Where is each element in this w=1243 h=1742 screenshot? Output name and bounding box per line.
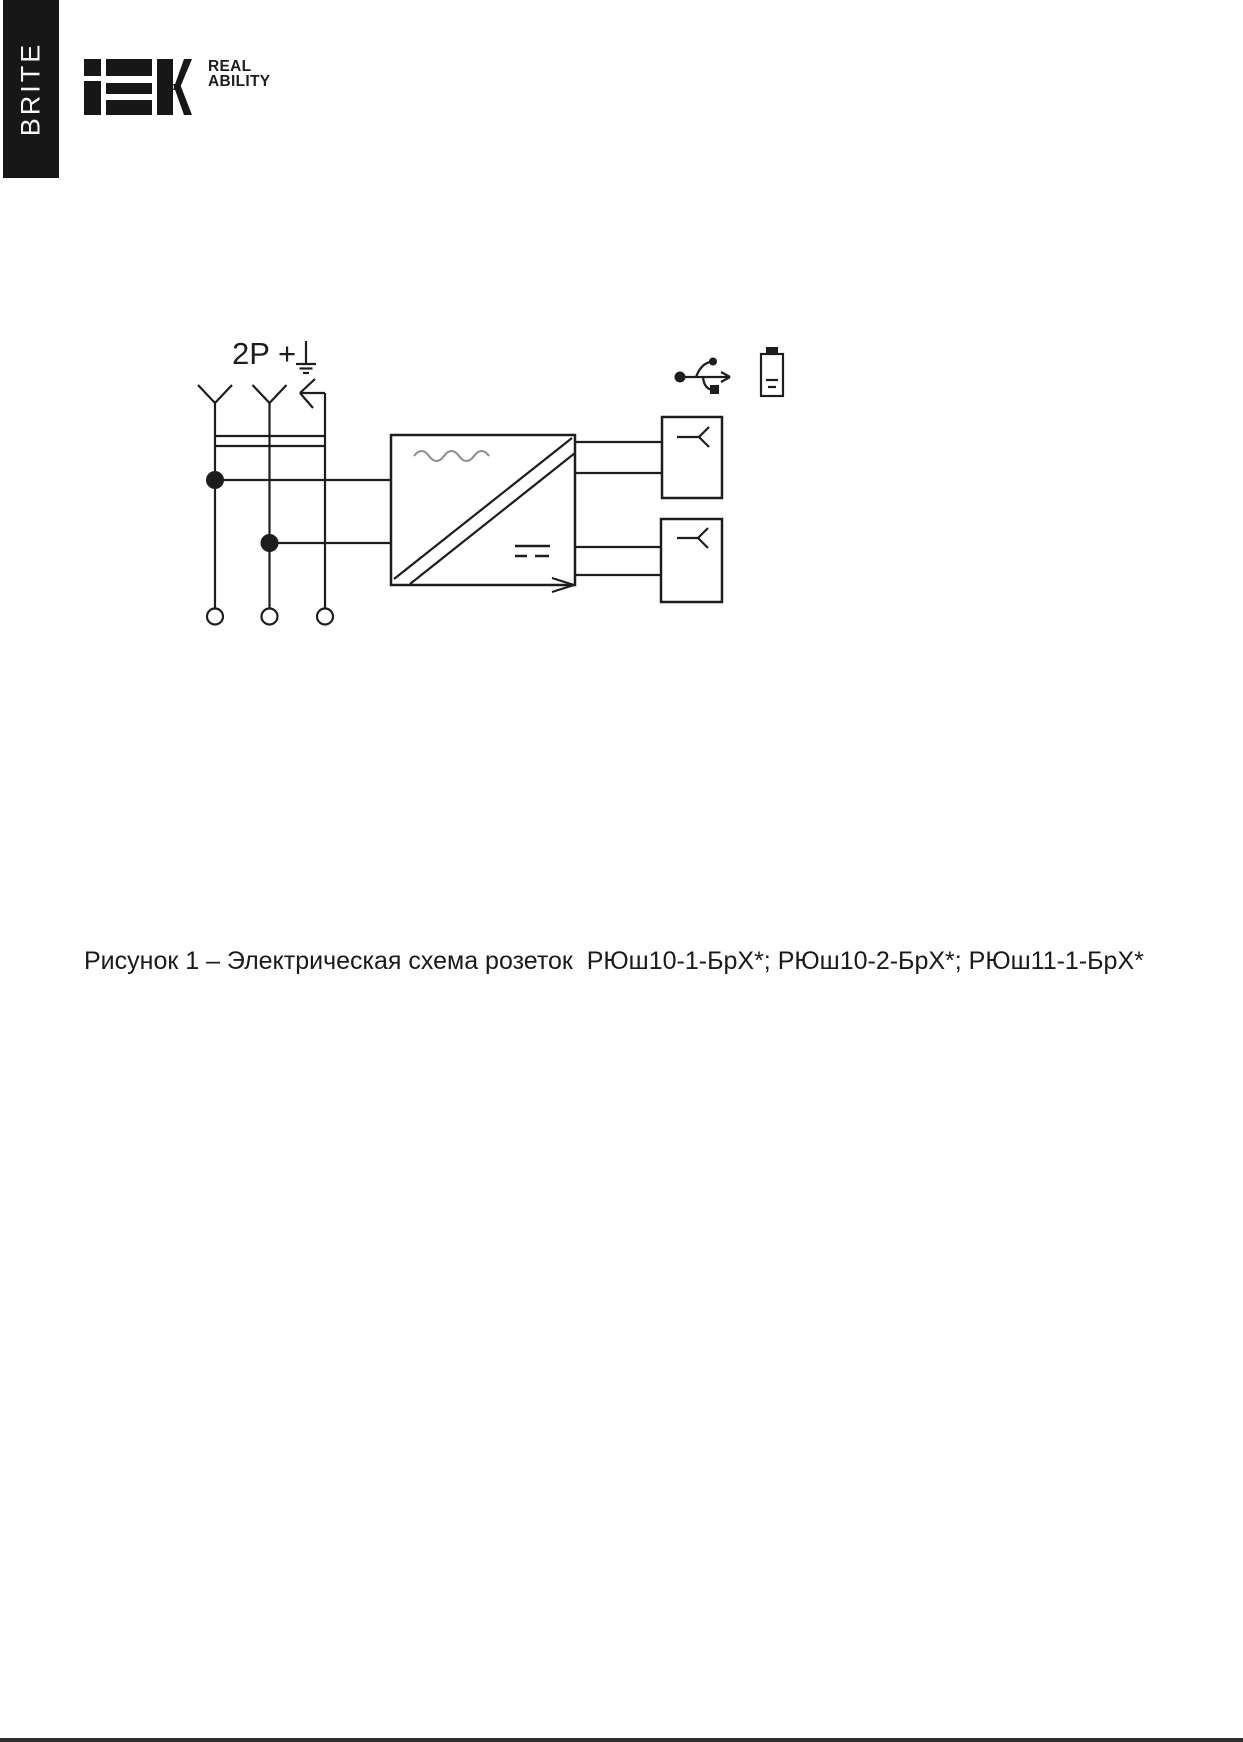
- brite-series-label: BRITE: [15, 41, 46, 137]
- figure-caption: Рисунок 1 – Электрическая схема розеток РЮш10-1-БрХ*; РЮш10-2-БрХ*; РЮш11-1-БрХ*: [84, 947, 1144, 975]
- socket-contact-icon-2: [253, 385, 287, 625]
- page-bottom-edge: [0, 1738, 1243, 1742]
- battery-icon: [761, 347, 783, 396]
- usb-icon: [675, 358, 731, 395]
- acdc-converter-icon: [391, 435, 575, 592]
- socket-contact-icon-3: [677, 427, 709, 447]
- tagline-line-2: ABILITY: [208, 72, 271, 90]
- earth-ground-icon: [296, 341, 316, 373]
- dc-symbol-icon: [515, 546, 550, 556]
- pole-count-label: 2P +: [232, 336, 297, 371]
- usb-port-2: [661, 519, 722, 602]
- socket-contact-icon-1: [198, 385, 232, 625]
- tagline-line-1: REAL: [208, 58, 252, 75]
- ac-wave-symbol: [414, 451, 489, 461]
- output-wires: [575, 442, 662, 575]
- phase-wire: [206, 471, 391, 489]
- socket-contact-icon-4: [677, 528, 708, 548]
- supply-arrow-icon: [300, 379, 333, 625]
- usb-port-1: [662, 417, 722, 498]
